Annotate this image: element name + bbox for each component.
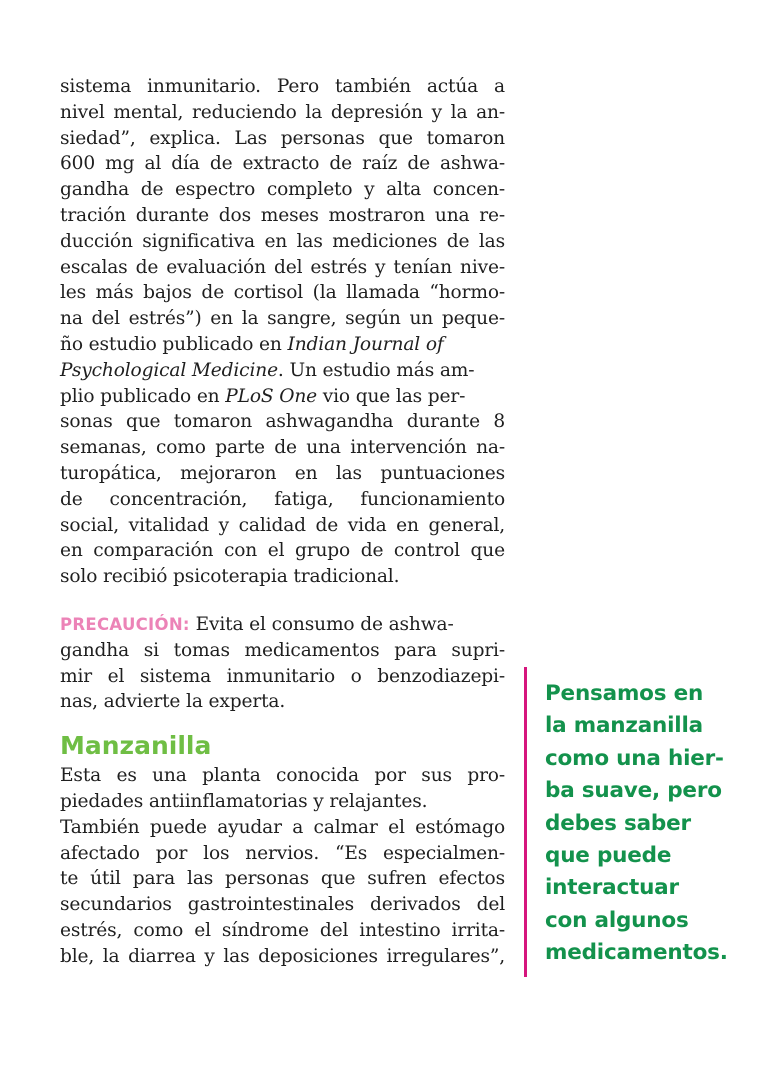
body-text: ño estudio publicado en — [60, 333, 288, 355]
body-line: Esta es una planta conocida por sus pro- — [60, 765, 505, 787]
caution-text: Evita el consumo de ashwa- — [189, 613, 454, 635]
pull-quote-line: la manzanilla — [545, 713, 703, 739]
body-line: te útil para las personas que sufren efectos — [60, 868, 505, 890]
pull-quote — [545, 678, 775, 970]
pull-quote-line: que puede — [545, 843, 672, 869]
body-line: en comparación con el grupo de control que — [60, 540, 505, 562]
body-line: sonas que tomaron ashwagandha durante 8 — [60, 411, 505, 433]
journal-title: Psychological Medicine — [60, 359, 278, 381]
body-line: 600 mg al día de extracto de raíz de ashwa- — [60, 153, 505, 175]
body-text: vio que las per- — [317, 385, 466, 407]
body-line: nivel mental, reduciendo la depresión y la an- — [60, 101, 505, 123]
body-line: les más bajos de cortisol (la llamada “hormo- — [60, 282, 505, 304]
body-line — [60, 358, 505, 384]
pull-quote-line: ba suave, pero — [545, 778, 722, 804]
body-line: na del estrés”) en la sangre, según un peque- — [60, 308, 505, 330]
pull-quote-bar — [524, 667, 527, 977]
pull-quote-line: interactuar — [545, 875, 679, 901]
journal-title: Indian Journal of — [287, 333, 444, 355]
article-column — [60, 74, 505, 970]
body-line: tración durante dos meses mostraron una re- — [60, 204, 505, 226]
caution-line: gandha si tomas medicamentos para supri- — [60, 639, 505, 661]
body-line — [60, 384, 505, 410]
body-line: escalas de evaluación del estrés y tenían nive- — [60, 256, 505, 278]
caution-line: nas, advierte la experta. — [60, 691, 286, 713]
caution-line: mir el sistema inmunitario o benzodiazepi- — [60, 665, 505, 687]
body-line: También puede ayudar a calmar el estómago — [60, 816, 505, 838]
body-line: semanas, como parte de una intervención na- — [60, 437, 505, 459]
body-line: afectado por los nervios. “Es especialmen- — [60, 842, 505, 864]
caution-label: PRECAUCIÓN: — [60, 614, 190, 634]
body-line — [60, 332, 505, 358]
pull-quote-line: debes saber — [545, 810, 691, 836]
body-line: secundarios gastrointestinales derivados del — [60, 894, 505, 916]
body-text: plio publicado en — [60, 385, 226, 407]
body-line: piedades antiinflamatorias y relajantes. — [60, 790, 428, 812]
caution-line — [60, 612, 505, 638]
pull-quote-line: con algunos — [545, 907, 689, 933]
body-line: siedad”, explica. Las personas que tomaron — [60, 127, 505, 149]
body-line: social, vitalidad y calidad de vida en general, — [60, 514, 505, 536]
pull-quote-line: Pensamos en — [545, 681, 704, 706]
pull-quote-line: como una hier- — [545, 745, 724, 771]
body-line: estrés, como el síndrome del intestino irrita- — [60, 919, 505, 941]
pull-quote-line: medicamentos. — [545, 940, 728, 966]
body-line: de concentración, fatiga, funcionamiento — [60, 488, 505, 510]
body-line: ducción significativa en las mediciones de las — [60, 230, 505, 252]
body-line: ble, la diarrea y las deposiciones irregulares”, — [60, 945, 505, 967]
section-heading: Manzanilla — [60, 731, 212, 761]
body-line: sistema inmunitario. Pero también actúa a — [60, 76, 505, 97]
body-line: solo recibió psicoterapia tradicional. — [60, 566, 400, 588]
body-line: gandha de espectro completo y alta concen- — [60, 179, 505, 201]
body-text: . Un estudio más am- — [277, 359, 475, 381]
journal-title: PLoS One — [225, 385, 318, 407]
body-line: turopática, mejoraron en las puntuaciones — [60, 462, 505, 484]
paragraph-gap — [60, 590, 505, 612]
